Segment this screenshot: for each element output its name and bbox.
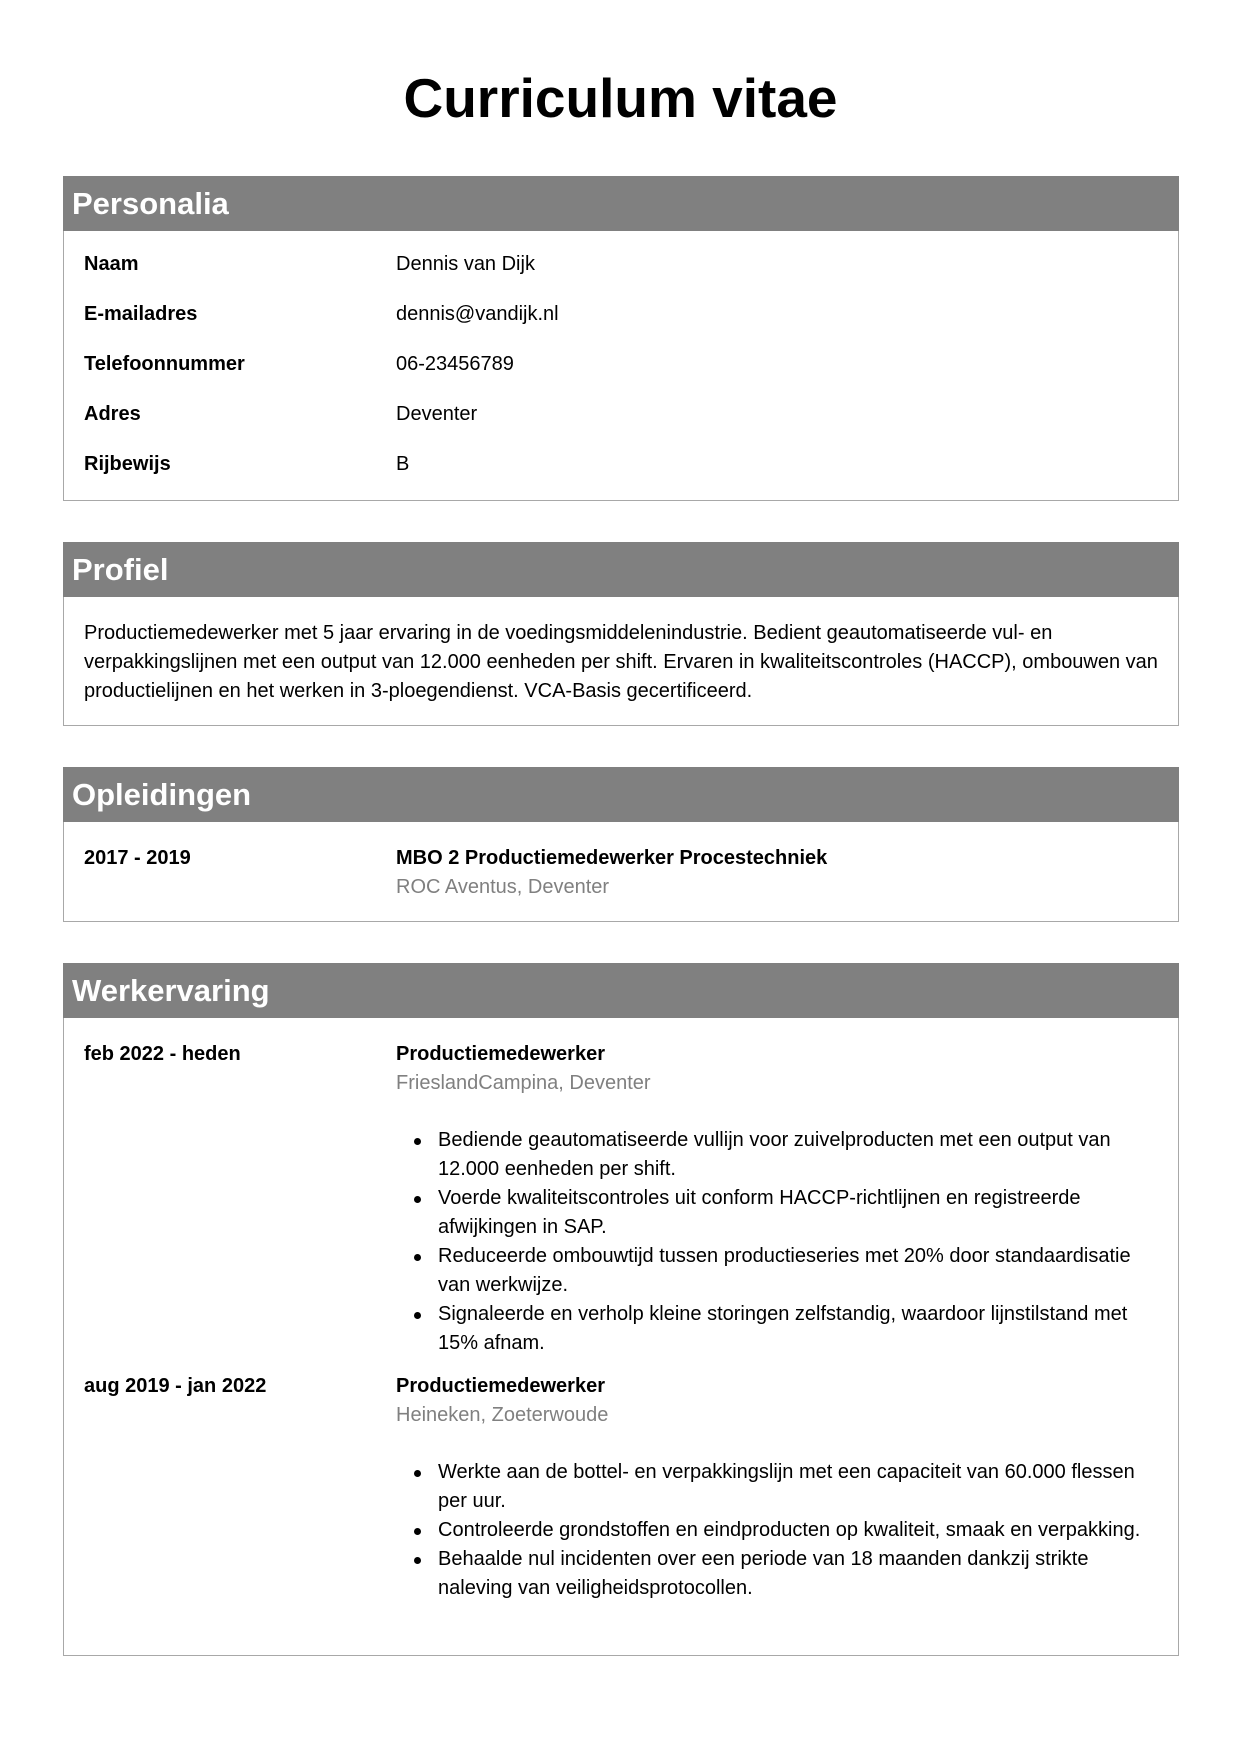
field-row-naam [84, 252, 1158, 302]
education-period: 2017 - 2019 [84, 847, 191, 869]
bullet-item: Reduceerde ombouwtijd tussen productieseries met 20% door standaardisatie van werkwijze. [438, 1242, 1158, 1300]
section-profiel [63, 542, 1179, 726]
job-details [396, 1372, 1158, 1603]
job-entry [84, 1040, 1158, 1358]
section-heading-werkervaring: Werkervaring [63, 963, 1179, 1018]
field-label: Rijbewijs [84, 453, 171, 475]
field-value: Dennis van Dijk [396, 253, 535, 275]
section-personalia [63, 176, 1179, 501]
job-bullets [396, 1126, 1158, 1358]
field-label: E-mailadres [84, 303, 198, 325]
field-value: Deventer [396, 403, 478, 425]
job-details [396, 1040, 1158, 1358]
section-heading-opleidingen: Opleidingen [63, 767, 1179, 822]
job-title: Productiemedewerker [396, 1375, 605, 1397]
education-details [396, 844, 1158, 902]
field-label: Adres [84, 403, 141, 425]
field-label: Naam [84, 253, 139, 275]
job-period: aug 2019 - jan 2022 [84, 1375, 267, 1397]
personalia-fields [64, 231, 1178, 502]
field-row-email [84, 302, 1158, 352]
field-value: dennis@vandijk.nl [396, 303, 559, 325]
bullet-item: Behaalde nul incidenten over een periode van 18 maanden dankzij strikte naleving van veiligheidsprotocollen. [438, 1545, 1158, 1603]
bullet-item: Bediende geautomatiseerde vullijn voor zuivelproducten met een output van 12.000 eenheden per shift. [438, 1126, 1158, 1184]
section-werkervaring [63, 963, 1179, 1656]
bullet-item: Signaleerde en verholp kleine storingen zelfstandig, waardoor lijnstilstand met 15% afnam. [438, 1300, 1158, 1358]
page-title: Curriculum vitae [403, 67, 838, 129]
field-row-rijbewijs [84, 452, 1158, 502]
bullet-item: Voerde kwaliteitscontroles uit conform HACCP-richtlijnen en registreerde afwijkingen in SAP. [438, 1184, 1158, 1242]
bullet-item: Werkte aan de bottel- en verpakkingslijn met een capaciteit van 60.000 flessen per uur. [438, 1458, 1158, 1516]
section-opleidingen [63, 767, 1179, 922]
education-title: MBO 2 Productiemedewerker Procestechniek [396, 847, 828, 869]
field-label: Telefoonnummer [84, 353, 245, 375]
job-title: Productiemedewerker [396, 1043, 605, 1065]
field-value: B [396, 453, 410, 475]
education-institution: ROC Aventus, Deventer [396, 876, 610, 898]
job-company: Heineken, Zoeterwoude [396, 1404, 609, 1426]
job-list [64, 1018, 1178, 1603]
job-bullets [396, 1458, 1158, 1603]
field-row-adres [84, 402, 1158, 452]
section-heading-personalia: Personalia [63, 176, 1179, 231]
job-entry [84, 1372, 1158, 1603]
field-value: 06-23456789 [396, 353, 514, 375]
job-company: FrieslandCampina, Deventer [396, 1072, 651, 1094]
field-row-telefoon [84, 352, 1158, 402]
education-entry [84, 844, 1158, 902]
job-period: feb 2022 - heden [84, 1043, 241, 1065]
education-list [64, 822, 1178, 902]
section-heading-profiel: Profiel [63, 542, 1179, 597]
profile-text: Productiemedewerker met 5 jaar ervaring in de voedingsmiddelenindustrie. Bedient geautomatiseerde vul- en verpakkingslijnen met een output van 12.000 eenheden per shift. Ervaren in kwaliteitscontroles (HACCP), ombouwen van productielijnen en het werken in 3-ploegendienst. VCA-Basis gecertificeerd. [84, 622, 1158, 702]
bullet-item: Controleerde grondstoffen en eindproducten op kwaliteit, smaak en verpakking. [438, 1516, 1158, 1545]
